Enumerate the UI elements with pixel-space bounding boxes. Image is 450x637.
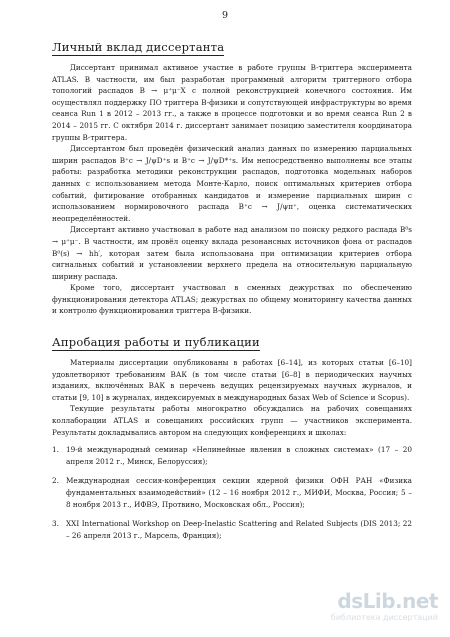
list-item: [52, 475, 412, 510]
page-number: 9: [221, 10, 229, 21]
section-title-personal-contribution: Личный вклад диссертанта: [52, 40, 225, 54]
list-item-number: 1.: [52, 445, 59, 455]
paragraph: Текущие результаты работы многократно обсуждались на рабочих совещаниях коллаборации ATLAS и совещаниях российских групп — участников эксперимента. Результаты докладывались автором на следующих конференциях и школах:: [52, 404, 412, 437]
list-item: [52, 518, 412, 541]
list-item-text: Международная сессия-конференция секции ядерной физики ОФН РАН «Физика фундаментальных взаимодействий» (12 – 16 ноября 2012 г., МИФИ, Москва, Россия; 5 – 8 ноября 2013 г., ИФВЭ, Протвино, Московская обл., Россия);: [66, 476, 412, 509]
watermark-logo: dsLib.net: [337, 589, 438, 613]
list-item-number: 2.: [52, 476, 59, 486]
section-approbation: [52, 357, 412, 541]
paragraph: Диссертант активно участвовал в работе над анализом по поиску редкого распада B⁰s → μ⁺μ⁻. В частности, им провёл оценку вклада резонансных источников фона от распадов B⁰(s) → hh′, которая затем была использована при оптимизации критериев отбора сигнальных событий и установлении верхнего предела на относительную парциальную ширину распада.: [52, 225, 412, 281]
list-item-number: 3.: [52, 519, 59, 529]
page-content: [52, 24, 412, 549]
list-item: [52, 444, 412, 467]
list-item-text: 19-й международный семинар «Нелинейные явления в сложных системах» (17 – 20 апреля 2012 г., Минск, Белоруссия);: [66, 445, 412, 466]
paragraph: Кроме того, диссертант участвовал в сменных дежурствах по обеспечению функционирования детектора ATLAS; дежурствах по общему мониторингу качества данных и контролю функционирования триггера B-физики.: [52, 283, 412, 316]
conference-list: [52, 444, 412, 541]
paragraph: Диссертантом был проведён физический анализ данных по измерению парциальных ширин распадов B⁺c → J/ψD⁺s и B⁺c → J/ψD*⁺s. Им непосредственно выполнены все этапы работы: разработка методики реконструкции распадов, подготовка модельных наборов данных с использованием метода Монте-Карло, поиск оптимальных критериев отбора событий, фитирование отобранных кандидатов и измерение парциальных ширин с использованием нормировочного распада B⁺c → J/ψπ⁺, оценка систематических неопределённостей.: [52, 144, 412, 223]
paragraph: Диссертант принимал активное участие в работе группы B-триггера эксперимента ATLAS. В частности, им был разработан программный алгоритм триггерного отбора топологий распадов B → μ⁺μ⁻X с полной реконструкцией конечного состояния. Им осуществлял поддержку ПО триггера B-физики и сопутствующей инфраструктуры во время сеанса Run 1 в 2012 – 2013 гг., а также в процессе подготовки и во время сеанса Run 2 в 2014 – 2015 гг. С октября 2014 г. диссертант занимает позицию заместителя координатора группы B-триггера.: [52, 63, 412, 142]
section-title-approbation: Апробация работы и публикации: [52, 335, 260, 350]
paragraph: Материалы диссертации опубликованы в работах [6–14], из которых статьи [6–10] удовлетворяют требованиям ВАК (в том числе статьи [6–8] в периодических научных изданиях, включённых ВАК в перечень ведущих рецензируемых научных журналов, и статьи [9, 10] в журналах, индексируемых в международных базах Web of Science и Scopus).: [52, 358, 412, 402]
watermark: [300, 589, 438, 623]
list-item-text: XXI International Workshop on Deep-Inelastic Scattering and Related Subjects (DIS 2013; 22 – 26 апреля 2013 г., Марсель, Франция);: [66, 519, 412, 540]
watermark-subtitle: библиотека диссертаций: [330, 613, 438, 622]
section-personal-contribution: [52, 62, 412, 317]
